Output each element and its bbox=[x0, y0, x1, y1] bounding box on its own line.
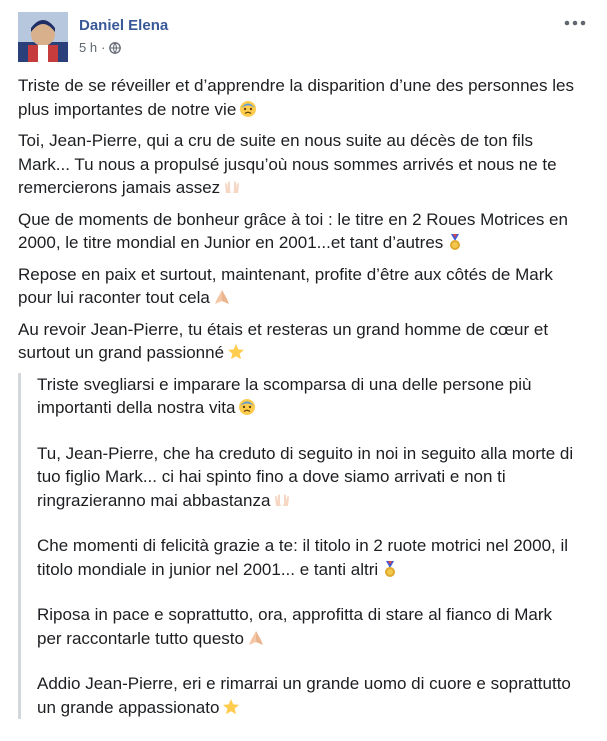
translation-paragraph: Riposa in pace e soprattutto, ora, approfitta di stare al fianco di Mark per raccontarle tutto questo bbox=[37, 605, 557, 648]
post-meta bbox=[79, 40, 121, 56]
star-icon bbox=[227, 343, 245, 361]
anxious-face-icon bbox=[238, 398, 256, 416]
post-paragraph: Au revoir Jean-Pierre, tu étais et resteras un grand homme de cœur et surtout un grand passionné bbox=[18, 319, 553, 362]
post-paragraph: Triste de se réveiller et d’apprendre la disparition d’une des personnes les plus importantes de notre vie bbox=[18, 76, 579, 119]
translation-paragraph: Tu, Jean-Pierre, che ha creduto di seguito in noi in seguito alla morte di tuo figlio Mark... ci hai spinto fino a dove siamo arrivati e non ti ringrazieranno mai abbastanza bbox=[37, 443, 578, 510]
more-options-button[interactable] bbox=[561, 12, 589, 34]
more-options-icon bbox=[564, 20, 586, 26]
post-time[interactable]: 5 h bbox=[79, 40, 98, 55]
medal-icon bbox=[381, 560, 399, 578]
folded-hands-icon bbox=[213, 288, 231, 306]
raised-hands-icon bbox=[273, 491, 291, 509]
medal-icon bbox=[446, 233, 464, 251]
avatar-image bbox=[18, 12, 68, 62]
globe-icon[interactable] bbox=[109, 42, 121, 54]
author-name[interactable]: Daniel Elena bbox=[79, 17, 169, 34]
raised-hands-icon bbox=[223, 178, 241, 196]
translation-paragraph: Addio Jean-Pierre, eri e rimarrai un grande uomo di cuore e soprattutto un grande appassionato bbox=[37, 674, 576, 717]
post-paragraph: Que de moments de bonheur grâce à toi : le titre en 2 Roues Motrices en 2000, le titre mondial en Junior en 2001...et tant d’autres bbox=[18, 209, 573, 252]
translation-paragraph: Che momenti di felicità grazie a te: il titolo in 2 ruote motrici nel 2000, il titolo mondiale in junior nel 2001... e tanti altri bbox=[37, 536, 573, 579]
avatar[interactable] bbox=[18, 12, 68, 62]
folded-hands-icon bbox=[247, 629, 265, 647]
anxious-face-icon bbox=[239, 100, 257, 118]
translation-paragraph: Triste svegliarsi e imparare la scomparsa di una delle persone più importanti della nostra vita bbox=[37, 374, 537, 417]
post-paragraph: Toi, Jean-Pierre, qui a cru de suite en nous suite au décès de ton fils Mark... Tu nous a propulsé jusqu’où nous sommes arrivés et nous ne te remercierons jamais assez bbox=[18, 131, 562, 197]
translation-block bbox=[18, 373, 578, 720]
star-icon bbox=[222, 698, 240, 716]
post-header bbox=[12, 8, 595, 66]
meta-separator: · bbox=[101, 40, 106, 55]
post-paragraph: Repose en paix et surtout, maintenant, profite d’être aux côtés de Mark pour lui raconter tout cela bbox=[18, 264, 558, 307]
post-body bbox=[18, 74, 578, 741]
